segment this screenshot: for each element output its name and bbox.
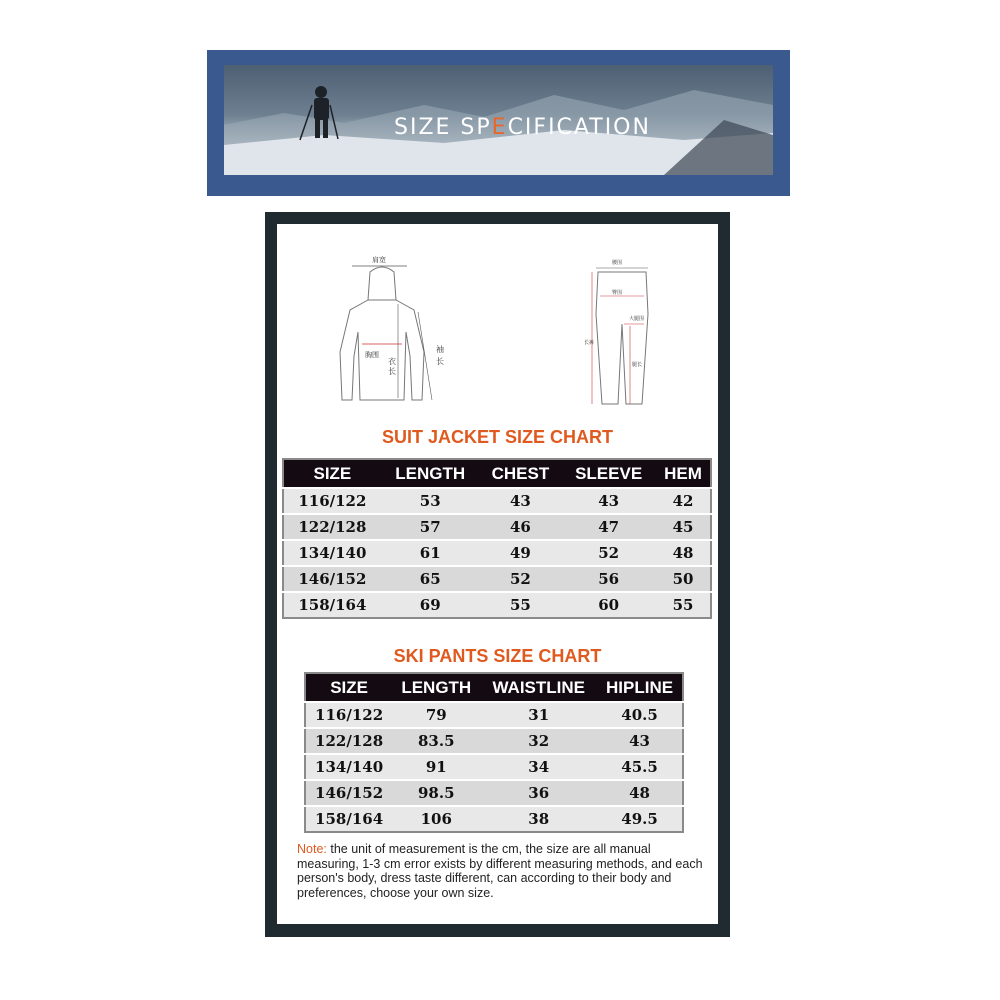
column-header: SLEEVE — [561, 459, 656, 488]
table-cell: 49 — [480, 540, 562, 566]
table-cell: 52 — [561, 540, 656, 566]
table-cell: 43 — [561, 488, 656, 514]
svg-text:长: 长 — [436, 357, 444, 366]
svg-text:胸围: 胸围 — [365, 351, 379, 359]
table-cell: 32 — [480, 728, 597, 754]
table-cell: 122/128 — [283, 514, 381, 540]
size-chart-content — [277, 224, 718, 924]
table-cell: 34 — [480, 754, 597, 780]
svg-text:肩宽: 肩宽 — [372, 256, 386, 264]
size-chart-card — [265, 212, 730, 937]
table-row — [283, 592, 711, 618]
table-cell: 79 — [392, 702, 480, 728]
column-header: SIZE — [283, 459, 381, 488]
svg-text:衣: 衣 — [388, 357, 396, 366]
table-cell: 122/128 — [305, 728, 392, 754]
table-row — [283, 566, 711, 592]
table-cell: 43 — [480, 488, 562, 514]
pants-size-table — [304, 672, 684, 833]
table-cell: 36 — [480, 780, 597, 806]
table-row — [283, 514, 711, 540]
table-cell: 65 — [381, 566, 480, 592]
table-row — [283, 488, 711, 514]
table-cell: 69 — [381, 592, 480, 618]
table-cell: 98.5 — [392, 780, 480, 806]
note-label: Note: — [297, 842, 327, 856]
jacket-diagram — [332, 252, 452, 412]
banner-photo — [224, 65, 773, 175]
table-header-row — [283, 459, 711, 488]
jacket-size-table — [282, 458, 712, 619]
column-header: WAISTLINE — [480, 673, 597, 702]
table-cell: 55 — [656, 592, 711, 618]
size-specification-banner — [207, 50, 790, 196]
table-cell: 48 — [656, 540, 711, 566]
table-cell: 43 — [597, 728, 683, 754]
table-cell: 40.5 — [597, 702, 683, 728]
table-cell: 61 — [381, 540, 480, 566]
banner-title: SIZE SPECIFICATION — [394, 115, 651, 140]
pants-chart-title: SKI PANTS SIZE CHART — [393, 646, 602, 666]
table-header-row — [305, 673, 683, 702]
table-cell: 50 — [656, 566, 711, 592]
table-row — [305, 702, 683, 728]
table-cell: 146/152 — [305, 780, 392, 806]
table-cell: 106 — [392, 806, 480, 832]
table-row — [305, 806, 683, 832]
table-row — [305, 780, 683, 806]
column-header: CHEST — [480, 459, 562, 488]
jacket-chart-title: SUIT JACKET SIZE CHART — [381, 427, 613, 447]
table-cell: 45.5 — [597, 754, 683, 780]
note-text: the unit of measurement is the cm, the size are all manual measuring, 1-3 cm error exists by different measuring methods, and each person's body, dress taste different, can according to their body and preferences, choose your own size. — [297, 842, 703, 900]
svg-text:大腿围: 大腿围 — [629, 316, 645, 322]
table-row — [305, 728, 683, 754]
column-header: LENGTH — [392, 673, 480, 702]
measurement-note — [297, 842, 707, 900]
table-cell: 158/164 — [305, 806, 392, 832]
table-cell: 91 — [392, 754, 480, 780]
table-cell: 45 — [656, 514, 711, 540]
table-cell: 158/164 — [283, 592, 381, 618]
table-cell: 57 — [381, 514, 480, 540]
svg-text:腰围: 腰围 — [612, 260, 623, 266]
table-row — [305, 754, 683, 780]
table-cell: 48 — [597, 780, 683, 806]
table-cell: 56 — [561, 566, 656, 592]
table-cell: 53 — [381, 488, 480, 514]
table-cell: 42 — [656, 488, 711, 514]
table-cell: 60 — [561, 592, 656, 618]
pants-diagram — [582, 254, 662, 414]
svg-text:臀围: 臀围 — [612, 290, 623, 296]
table-cell: 116/122 — [283, 488, 381, 514]
table-cell: 38 — [480, 806, 597, 832]
table-cell: 134/140 — [305, 754, 392, 780]
table-cell: 52 — [480, 566, 562, 592]
column-header: HEM — [656, 459, 711, 488]
svg-text:腿长: 腿长 — [632, 362, 643, 368]
table-cell: 83.5 — [392, 728, 480, 754]
table-cell: 49.5 — [597, 806, 683, 832]
table-cell: 47 — [561, 514, 656, 540]
table-cell: 146/152 — [283, 566, 381, 592]
table-cell: 55 — [480, 592, 562, 618]
table-cell: 46 — [480, 514, 562, 540]
table-cell: 31 — [480, 702, 597, 728]
svg-text:袖: 袖 — [436, 345, 444, 354]
column-header: SIZE — [305, 673, 392, 702]
svg-text:长裤: 长裤 — [584, 340, 595, 346]
table-cell: 116/122 — [305, 702, 392, 728]
table-cell: 134/140 — [283, 540, 381, 566]
column-header: HIPLINE — [597, 673, 683, 702]
table-row — [283, 540, 711, 566]
svg-text:长: 长 — [388, 367, 396, 376]
column-header: LENGTH — [381, 459, 480, 488]
